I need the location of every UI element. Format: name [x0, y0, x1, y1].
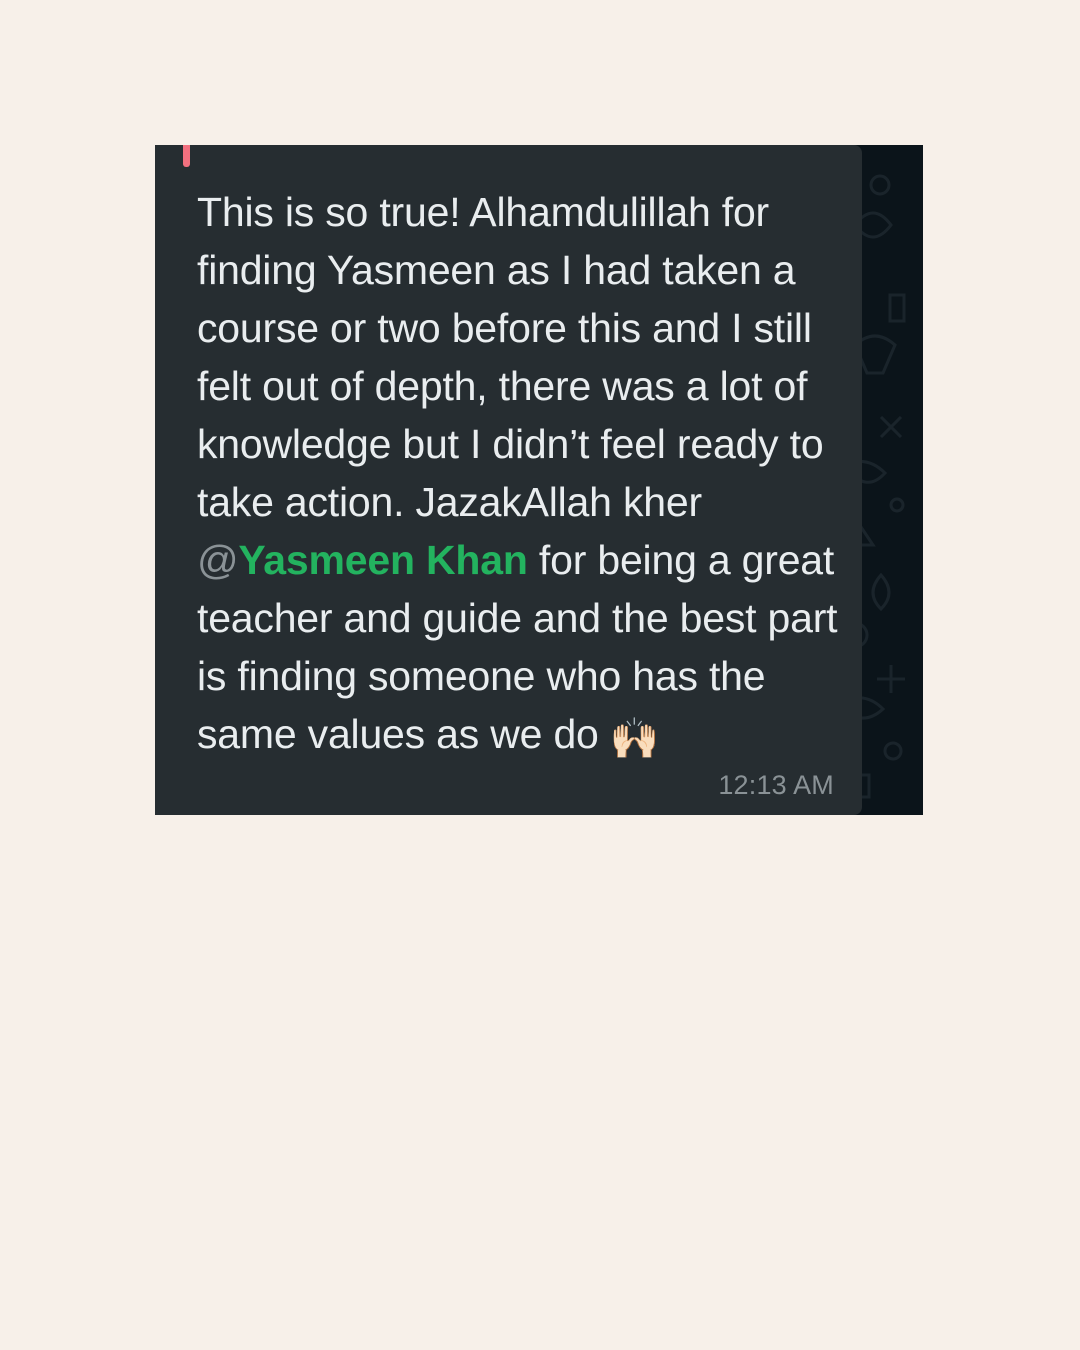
message-timestamp: 12:13 AM [718, 770, 834, 800]
message-bubble[interactable] [155, 145, 862, 815]
chat-screenshot [155, 145, 923, 815]
message-text [197, 163, 838, 768]
message-text-after-mention: for being a great teacher and guide and the best part is finding someone who has the same values as we do [197, 537, 838, 757]
wallpaper-strip [862, 145, 923, 815]
mention-name: Yasmeen Khan [238, 537, 528, 583]
mention-yasmeen-khan[interactable] [197, 537, 528, 583]
quoted-reply-accent [183, 145, 190, 167]
raised-hands-emoji: 🙌🏻 [609, 717, 660, 761]
mention-at-symbol: @ [197, 537, 239, 583]
message-text-before-mention: This is so true! Alhamdulillah for finding Yasmeen as I had taken a course or two before this and I still felt out of depth, there was a lot of knowledge but I didn’t feel ready to take action. JazakAllah kher [197, 189, 824, 525]
